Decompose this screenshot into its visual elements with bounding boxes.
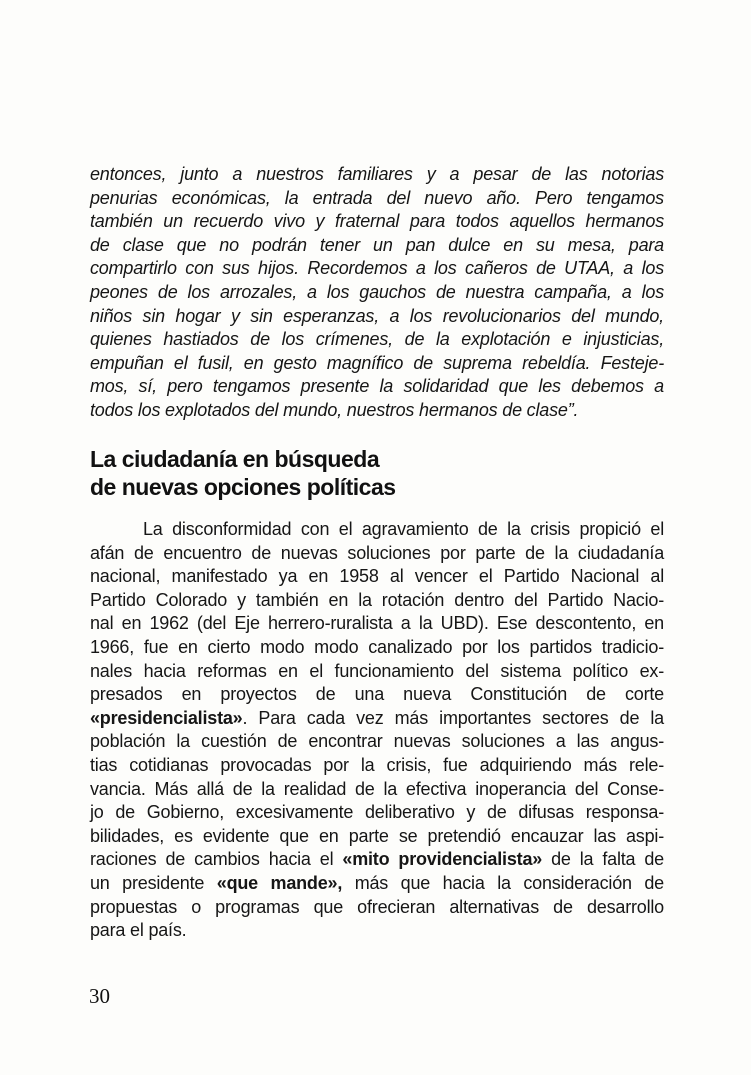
text-line	[90, 872, 664, 896]
text-line	[90, 730, 664, 754]
heading-line-1: La ciudadanía en búsqueda	[90, 446, 380, 472]
text-span: jo de Gobierno, excesivamente deliberativo y de difusas responsa-	[90, 802, 664, 823]
text-line	[90, 187, 664, 211]
text-line	[90, 683, 664, 707]
text-line	[90, 328, 664, 352]
bold-phrase: «mito providencialista»	[342, 849, 543, 870]
text-line	[90, 518, 664, 542]
text-span: entonces, junto a nuestros familiares y a pesar de las notorias	[90, 164, 664, 184]
text-span: mos, sí, pero tengamos presente la solidaridad que les debemos a	[90, 376, 664, 397]
text-span: niños sin hogar y sin esperanzas, a los revolucionarios del mundo,	[90, 305, 664, 326]
text-span: 1966, fue en cierto modo modo canalizado por los partidos tradicio-	[90, 636, 664, 657]
text-span: . Para cada vez más importantes sectores de la	[242, 707, 664, 728]
text-line	[90, 612, 664, 636]
text-line	[90, 896, 664, 920]
text-line	[90, 919, 664, 943]
text-line	[90, 778, 664, 802]
text-line	[90, 210, 664, 234]
text-line	[90, 399, 664, 423]
text-line	[90, 825, 664, 849]
text-span: empuñan el fusil, en gesto magnífico de suprema rebeldía. Festeje-	[90, 352, 664, 373]
quote-paragraph	[90, 163, 664, 423]
text-span: bilidades, es evidente que en parte se pretendió encauzar las aspi-	[90, 825, 664, 846]
text-line	[90, 565, 664, 589]
text-line	[90, 257, 664, 281]
text-span: nacional, manifestado ya en 1958 al vencer el Partido Nacional al	[90, 566, 664, 587]
text-span: presados en proyectos de una nueva Constitución de corte	[90, 684, 664, 705]
text-span: propuestas o programas que ofrecieran alternativas de desarrollo	[90, 896, 664, 917]
text-line	[90, 754, 664, 778]
body-paragraph	[90, 518, 664, 943]
text-span: para el país.	[90, 920, 187, 941]
text-span: también un recuerdo vivo y fraternal para todos aquellos hermanos	[90, 211, 664, 232]
text-span: de la falta de	[542, 849, 664, 870]
text-span: quienes hastiados de los crímenes, de la explotación e injusticias,	[90, 329, 664, 350]
text-line	[90, 305, 664, 329]
text-line	[90, 589, 664, 613]
bold-phrase: «que mande»,	[216, 872, 343, 893]
text-span: nal en 1962 (del Eje herrero-ruralista a la UBD). Ese descontento, en	[90, 613, 664, 634]
text-line	[90, 707, 664, 731]
text-span: Partido Colorado y también en la rotación dentro del Partido Nacio-	[90, 589, 664, 610]
text-span: penurias económicas, la entrada del nuevo año. Pero tengamos	[90, 187, 664, 208]
text-span: compartirlo con sus hijos. Recordemos a los cañeros de UTAA, a los	[90, 258, 664, 279]
text-line	[90, 801, 664, 825]
text-span: vancia. Más allá de la realidad de la efectiva inoperancia del Conse-	[90, 778, 664, 799]
text-span: nales hacia reformas en el funcionamiento del sistema político ex-	[90, 660, 664, 681]
text-span: población la cuestión de encontrar nuevas soluciones a las angus-	[90, 731, 664, 752]
heading-line-2: de nuevas opciones políticas	[90, 474, 396, 500]
text-span: peones de los arrozales, a los gauchos de nuestra campaña, a los	[90, 281, 664, 302]
section-heading	[90, 445, 396, 501]
text-line	[90, 281, 664, 305]
text-line	[90, 234, 664, 258]
text-span: todos los explotados del mundo, nuestros hermanos de clase”.	[90, 399, 579, 420]
text-line	[90, 352, 664, 376]
text-span: raciones de cambios hacia el	[90, 849, 343, 870]
text-line	[90, 163, 664, 187]
text-span: afán de encuentro de nuevas soluciones por parte de la ciudadanía	[90, 542, 664, 563]
text-span: un presidente	[90, 872, 217, 893]
text-span: tias cotidianas provocadas por la crisis, fue adquiriendo más rele-	[90, 754, 664, 775]
text-line	[90, 636, 664, 660]
text-line	[90, 660, 664, 684]
text-span: más que hacia la consideración de	[342, 872, 664, 893]
text-span: de clase que no podrán tener un pan dulce en su mesa, para	[90, 234, 664, 255]
bold-phrase: «presidencialista»	[90, 707, 243, 728]
text-line	[90, 375, 664, 399]
text-line	[90, 848, 664, 872]
page-number: 30	[89, 984, 110, 1008]
text-span: La disconformidad con el agravamiento de la crisis propició el	[143, 519, 664, 539]
text-line	[90, 542, 664, 566]
